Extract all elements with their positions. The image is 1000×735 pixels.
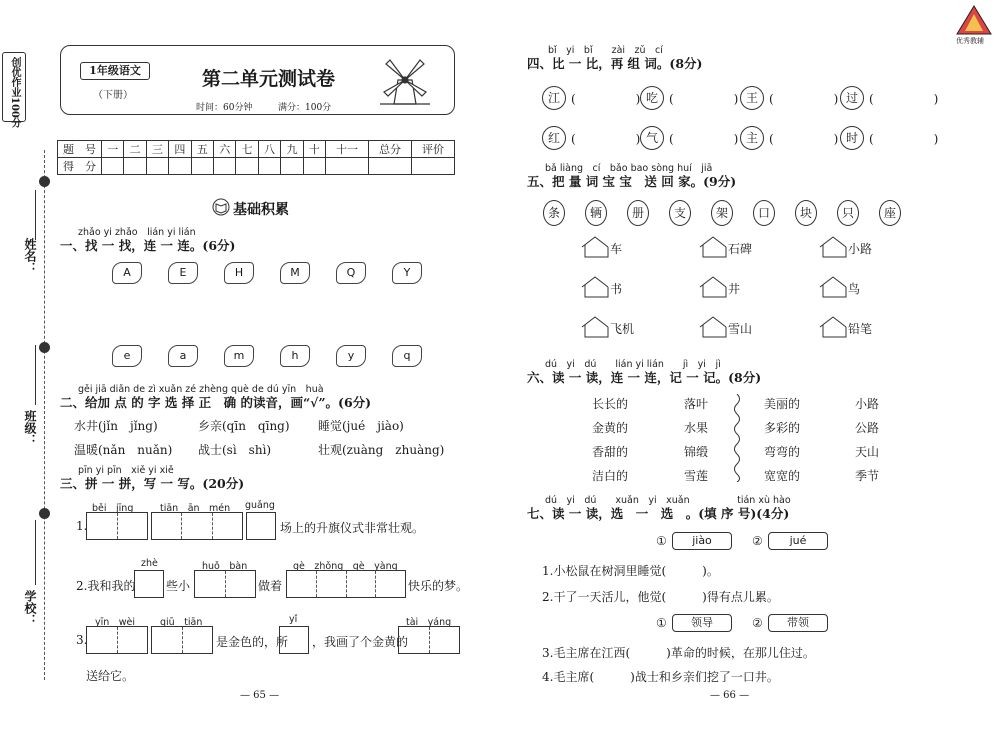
q4-answer-paren[interactable]: ( )	[571, 132, 641, 146]
score-table-cell: 五	[191, 141, 213, 158]
score-input-cell[interactable]	[102, 158, 124, 175]
q7-option-text: 带领	[787, 616, 809, 629]
q3-l2-pinyin: gè zhǒng gè yàng	[293, 561, 398, 572]
q4-answer-paren[interactable]: ( )	[769, 132, 839, 146]
q6-pinyin: dú yi dú lián yi lián jì yi jì	[545, 359, 721, 370]
grade-text: 1年级语文	[89, 64, 141, 77]
q3-answer-box[interactable]	[134, 570, 164, 598]
q3-l2-c: 做着	[258, 579, 283, 593]
q4-answer-paren[interactable]: ( )	[869, 132, 939, 146]
wave-divider-icon	[732, 394, 742, 482]
house-icon	[698, 276, 728, 298]
grade-badge	[80, 62, 150, 80]
q5-measure-word[interactable]: 册	[627, 200, 649, 226]
score-text: 满分：100分	[278, 103, 332, 113]
q5-house-label: 雪山	[728, 322, 753, 336]
page-number-left: — 65 —	[240, 690, 280, 701]
q3-l3-pinyin: yǐ	[289, 614, 298, 625]
score-table-cell: 题 号	[58, 141, 102, 158]
q5-measure-word[interactable]: 架	[711, 200, 733, 226]
house-icon	[818, 276, 848, 298]
q3-answer-box[interactable]	[246, 512, 276, 540]
q2-title: 二、给加 点 的 字 选 择 正 确 的读音，画“√”。(6分)	[60, 395, 372, 410]
q1-upper-card[interactable]: M	[280, 262, 310, 284]
page-title: 第二单元测试卷	[202, 68, 336, 90]
q1-lower-card[interactable]: a	[168, 345, 198, 367]
q1-lower-card[interactable]: h	[280, 345, 310, 367]
q1-lower-card[interactable]: y	[336, 345, 366, 367]
score-input-cell[interactable]	[146, 158, 168, 175]
q7-option-card	[768, 532, 828, 550]
q4-character-circle: 时	[840, 126, 864, 150]
score-table-cell: 四	[169, 141, 191, 158]
q3-l2-d: 快乐的梦。	[408, 579, 469, 593]
house-icon	[580, 276, 610, 298]
q1-upper-card[interactable]: E	[168, 262, 198, 284]
q5-pinyin: bǎ liàng cí bǎo bao sòng huí jiā	[545, 163, 713, 174]
section-title: 基础积累	[233, 202, 289, 218]
q1-upper-card[interactable]: Q	[336, 262, 366, 284]
q3-l3-pinyin: tài yáng	[406, 617, 452, 628]
score-input-cell[interactable]	[258, 158, 280, 175]
publisher-logo	[955, 4, 993, 36]
q4-character-circle: 过	[840, 86, 864, 110]
q6-word[interactable]: 金黄的	[592, 421, 629, 435]
q4-answer-paren[interactable]: ( )	[769, 92, 839, 106]
score-input-cell[interactable]	[169, 158, 191, 175]
q7-sentence[interactable]: 4.毛主席( )战士和乡亲们挖了一口井。	[542, 670, 779, 684]
q2-item[interactable]: 水井(jǐn jǐng)	[74, 419, 158, 433]
q7-sentence[interactable]: 1.小松鼠在树洞里睡觉( )。	[542, 564, 719, 578]
spine-book-text: 创优作业100分	[9, 57, 20, 128]
volume-text: （下册）	[93, 90, 133, 101]
q4-character-circle: 王	[740, 86, 764, 110]
q6-word[interactable]: 多彩的	[764, 421, 801, 435]
house-icon	[818, 236, 848, 258]
q1-pinyin: zhǎo yi zhǎo lián yi lián	[78, 227, 196, 238]
q5-house-label: 书	[610, 282, 623, 296]
q3-answer-box[interactable]	[194, 570, 256, 598]
page-number-right: — 66 —	[710, 690, 750, 701]
q5-house[interactable]	[580, 316, 635, 338]
q5-house-label: 石碑	[728, 242, 753, 256]
score-table	[57, 140, 455, 175]
q3-answer-box[interactable]	[279, 626, 309, 654]
score-table-cell: 二	[124, 141, 146, 158]
q3-answer-box[interactable]	[151, 626, 213, 654]
score-table-cell: 八	[258, 141, 280, 158]
q5-measure-word[interactable]: 辆	[585, 200, 607, 226]
score-table-cell: 一	[102, 141, 124, 158]
q4-title: 四、比 一 比，再 组 词。(8分)	[527, 56, 703, 71]
q6-word[interactable]: 长长的	[592, 397, 629, 411]
score-table-cell: 总分	[369, 141, 412, 158]
q7-option-text: 领导	[691, 616, 713, 629]
q7-sentence[interactable]: 3.毛主席在江西( )革命的时候，在那儿住过。	[542, 646, 815, 660]
spine-name-label: 姓名：	[23, 238, 37, 274]
score-table-cell: 十一	[326, 141, 369, 158]
q7-opt-num: ②	[752, 616, 763, 630]
q6-word[interactable]: 锦缎	[684, 445, 709, 459]
q6-word[interactable]: 水果	[684, 421, 709, 435]
house-icon	[580, 236, 610, 258]
q4-pinyin: bǐ yi bǐ zài zǔ cí	[548, 45, 663, 56]
q5-house-label: 车	[610, 242, 623, 256]
q2-item[interactable]: 睡觉(jué jiào)	[318, 419, 404, 433]
q5-measure-word[interactable]: 座	[879, 200, 901, 226]
q3-answer-box[interactable]	[286, 570, 406, 598]
q6-word[interactable]: 弯弯的	[764, 445, 801, 459]
q1-lower-card[interactable]: q	[392, 345, 422, 367]
spine-name-line	[35, 190, 36, 240]
q4-character-circle: 红	[542, 126, 566, 150]
q5-house[interactable]	[818, 236, 873, 258]
q6-word[interactable]: 落叶	[684, 397, 709, 411]
spine-dash-line	[44, 150, 45, 680]
q3-l3-pinyin: qiū tiān	[160, 617, 203, 628]
score-input-cell[interactable]	[236, 158, 258, 175]
house-icon	[698, 236, 728, 258]
q6-word[interactable]: 天山	[855, 445, 880, 459]
score-table-cell: 十	[303, 141, 325, 158]
time-text: 时间：60分钟	[196, 103, 253, 113]
spine-school-line	[35, 520, 36, 585]
q3-answer-box[interactable]	[398, 626, 460, 654]
q1-upper-card[interactable]: H	[224, 262, 254, 284]
q5-title: 五、把 量 词 宝 宝 送 回 家。(9分)	[527, 174, 737, 189]
spine-hole-2	[39, 342, 50, 353]
q7-option-card	[672, 614, 732, 632]
q7-opt-num: ①	[656, 616, 667, 630]
q6-word[interactable]: 宽宽的	[764, 469, 801, 483]
score-input-cell[interactable]	[191, 158, 213, 175]
house-icon	[818, 316, 848, 338]
q5-house[interactable]	[698, 276, 741, 298]
house-icon	[580, 316, 610, 338]
q5-house-label: 飞机	[610, 322, 635, 336]
q5-house[interactable]	[580, 276, 623, 298]
q7-opt-num: ②	[752, 534, 763, 548]
q2-item[interactable]: 战士(sì shì)	[198, 443, 272, 457]
q1-lower-card[interactable]: e	[112, 345, 142, 367]
q1-lower-card[interactable]: m	[224, 345, 254, 367]
q4-answer-paren[interactable]: ( )	[571, 92, 641, 106]
q2-pinyin: gěi jiā diǎn de zì xuǎn zé zhèng què de dú yīn huà	[78, 384, 324, 395]
score-table-cell: 三	[146, 141, 168, 158]
q3-l1-pinyin: guǎng	[245, 500, 275, 511]
score-input-cell[interactable]	[303, 158, 325, 175]
q6-word[interactable]: 香甜的	[592, 445, 629, 459]
q3-l3-d: 送给它。	[86, 669, 135, 683]
q3-l1-pinyin: běi jīng	[92, 503, 134, 514]
q6-word[interactable]: 美丽的	[764, 397, 801, 411]
q6-word[interactable]: 小路	[855, 397, 880, 411]
q5-house[interactable]	[698, 236, 753, 258]
q3-title: 三、拼 一 拼，写 一 写。(20分)	[60, 476, 245, 491]
q2-item[interactable]: 乡亲(qīn qīng)	[198, 419, 290, 433]
q5-house[interactable]	[818, 316, 873, 338]
q5-house[interactable]	[818, 276, 861, 298]
q5-measure-word[interactable]: 口	[753, 200, 775, 226]
q4-character-circle: 吃	[640, 86, 664, 110]
q4-character-circle: 江	[542, 86, 566, 110]
q3-l2-b: 些小	[166, 579, 191, 593]
q7-option-card	[672, 532, 732, 550]
q5-house[interactable]	[580, 236, 623, 258]
q6-word[interactable]: 季节	[855, 469, 880, 483]
spine-class-label: 班级：	[23, 410, 37, 446]
q1-upper-card[interactable]: Y	[392, 262, 422, 284]
score-input-cell[interactable]	[411, 158, 454, 175]
q3-l3-b: 是金色的，所	[216, 635, 289, 649]
spine-book-label	[2, 52, 26, 128]
q2-item[interactable]: 壮观(zuàng zhuàng)	[318, 443, 445, 457]
score-input-cell[interactable]	[326, 158, 369, 175]
q7-option-text: jiào	[692, 534, 712, 547]
score-table-header-row	[58, 141, 455, 158]
spine-hole-3	[39, 508, 50, 519]
q3-answer-box[interactable]	[86, 512, 148, 540]
q5-measure-word[interactable]: 条	[543, 200, 565, 226]
q4-character-circle: 气	[640, 126, 664, 150]
q3-l2-a: 2.我和我的	[76, 579, 136, 593]
q5-house-label: 鸟	[848, 282, 861, 296]
q3-l3-num: 3.	[76, 633, 88, 647]
q3-answer-box[interactable]	[86, 626, 148, 654]
q6-title: 六、读 一 读，连 一 连，记 一 记。(8分)	[527, 370, 762, 385]
q1-upper-card[interactable]: A	[112, 262, 142, 284]
spine-class-line	[35, 345, 36, 405]
q5-house-label: 井	[728, 282, 741, 296]
score-table-cell: 评价	[411, 141, 454, 158]
q7-pinyin: dú yi dú xuǎn yi xuǎn tián xù hào	[545, 495, 791, 506]
q6-word[interactable]: 雪莲	[684, 469, 709, 483]
score-table-cell: 七	[236, 141, 258, 158]
q2-item[interactable]: 温暖(nǎn nuǎn)	[74, 443, 173, 457]
q3-l2-pinyin: zhè	[141, 558, 158, 569]
score-input-cell[interactable]	[214, 158, 236, 175]
q4-answer-paren[interactable]: ( )	[669, 132, 739, 146]
q3-l1-num: 1.	[76, 519, 88, 533]
q7-opt-num: ①	[656, 534, 667, 548]
q5-house-label: 铅笔	[848, 322, 873, 336]
q4-character-circle: 主	[740, 126, 764, 150]
q3-answer-box[interactable]	[151, 512, 243, 540]
q6-word[interactable]: 公路	[855, 421, 880, 435]
score-table-cell: 六	[214, 141, 236, 158]
house-icon	[698, 316, 728, 338]
publisher-logo-text: 优秀教辅	[956, 37, 984, 45]
q7-title: 七、读 一 读，选 一 选 。(填 序 号)(4分)	[527, 506, 790, 521]
q3-l3-c: ，我画了个金黄的	[312, 635, 409, 649]
q4-answer-paren[interactable]: ( )	[869, 92, 939, 106]
q7-option-card	[768, 614, 828, 632]
q4-answer-paren[interactable]: ( )	[669, 92, 739, 106]
q5-house[interactable]	[698, 316, 753, 338]
q5-measure-word[interactable]: 只	[837, 200, 859, 226]
q3-l1-pinyin: tiān ān mén	[160, 503, 231, 514]
book-icon	[212, 198, 230, 216]
q3-pinyin: pīn yi pīn xiě yi xiě	[78, 465, 174, 476]
q5-house-label: 小路	[848, 242, 873, 256]
q1-title: 一、找 一 找，连 一 连。(6分)	[60, 238, 236, 253]
q3-l2-pinyin: huǒ bàn	[202, 561, 248, 572]
q7-sentence[interactable]: 2.干了一天活儿，他觉( )得有点儿累。	[542, 590, 779, 604]
score-input-cell[interactable]	[281, 158, 303, 175]
score-input-cell[interactable]	[369, 158, 412, 175]
score-input-cell[interactable]	[124, 158, 146, 175]
q5-measure-word[interactable]: 支	[669, 200, 691, 226]
spine-hole-1	[39, 176, 50, 187]
q3-l3-pinyin: yīn wèi	[95, 617, 136, 628]
score-table-cell: 得 分	[58, 158, 102, 175]
q3-l1-after: 场上的升旗仪式非常壮观。	[280, 521, 425, 535]
windmill-icon	[376, 52, 434, 110]
score-table-cell: 九	[281, 141, 303, 158]
spine-school-label: 学校：	[23, 590, 37, 626]
q7-option-text: jué	[789, 534, 807, 547]
q6-word[interactable]: 洁白的	[592, 469, 629, 483]
q5-measure-word[interactable]: 块	[795, 200, 817, 226]
score-table-score-row	[58, 158, 455, 175]
